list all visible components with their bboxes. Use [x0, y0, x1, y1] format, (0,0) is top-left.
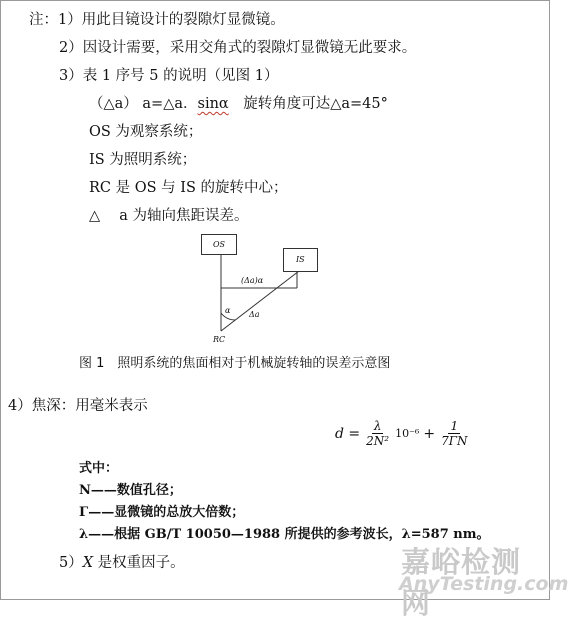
formula-prefix: （△a） a=△a．: [89, 96, 198, 112]
formula-frac2: [439, 419, 469, 448]
side-label: Δa: [249, 310, 260, 319]
is-box-label: IS: [296, 255, 305, 264]
frac2-den: 7ΓN: [441, 434, 468, 448]
note-item-3-text: 表 1 序号 5 的说明（见图 1）: [82, 68, 279, 84]
formula-frac1: [364, 419, 391, 448]
note-item-3-num: 3）: [59, 68, 83, 84]
watermark-cn: 嘉峪检测网: [401, 545, 522, 620]
note-label: 注：: [29, 12, 58, 28]
diagram-lines: [1, 1, 551, 361]
def-n: N——数值孔径；: [79, 483, 182, 498]
formula-sin: sinα: [197, 96, 229, 112]
note-item-1-num: 1）: [58, 12, 82, 28]
formula-suffix: 旋转角度可达△a=45°: [243, 96, 388, 112]
depth-formula: [335, 419, 470, 448]
where-label: 式中：: [79, 461, 119, 476]
angle-label: α: [225, 306, 231, 315]
frac1-den: 2N²: [366, 434, 390, 448]
item5: [59, 553, 185, 573]
hyp-label: (Δa)α: [241, 276, 264, 285]
note-item-1-text: 用此目镜设计的裂隙灯显微镜。: [81, 12, 285, 28]
rc-label: RC: [213, 335, 226, 344]
os-description: OS 为观察系统；: [89, 124, 203, 140]
is-box: [283, 248, 318, 272]
os-box-label: OS: [213, 240, 226, 249]
def-lambda: λ——根据 GB/T 10050—1988 所提供的参考波长，λ=587 nm。: [79, 527, 490, 542]
is-description: IS 为照明系统；: [89, 152, 197, 168]
frac2-num: 1: [450, 419, 459, 433]
item5-num: 5）: [59, 555, 83, 571]
item5-symbol: X: [82, 555, 94, 571]
item4-heading: 4）焦深：用毫米表示: [8, 398, 148, 414]
formula-exp: 10⁻⁶: [395, 427, 420, 440]
frac1-num: λ: [373, 419, 382, 433]
delta-description: △ a 为轴向焦距误差。: [89, 208, 249, 224]
watermark-en: AnyTesting.com: [399, 573, 568, 595]
rc-description: RC 是 OS 与 IS 的旋转中心；: [89, 180, 288, 196]
os-box: [201, 234, 237, 255]
figure-caption: 图 1 照明系统的焦面相对于机械旋转轴的误差示意图: [79, 356, 391, 371]
formula-plus: +: [423, 425, 436, 442]
formula-lhs: d =: [335, 425, 361, 442]
def-gamma: Γ——显微镜的总放大倍数；: [79, 505, 245, 520]
note-item-2-num: 2）: [59, 40, 83, 56]
item5-text: 是权重因子。: [93, 555, 185, 571]
note-item-2-text: 因设计需要，采用交角式的裂隙灯显微镜无此要求。: [82, 40, 417, 56]
